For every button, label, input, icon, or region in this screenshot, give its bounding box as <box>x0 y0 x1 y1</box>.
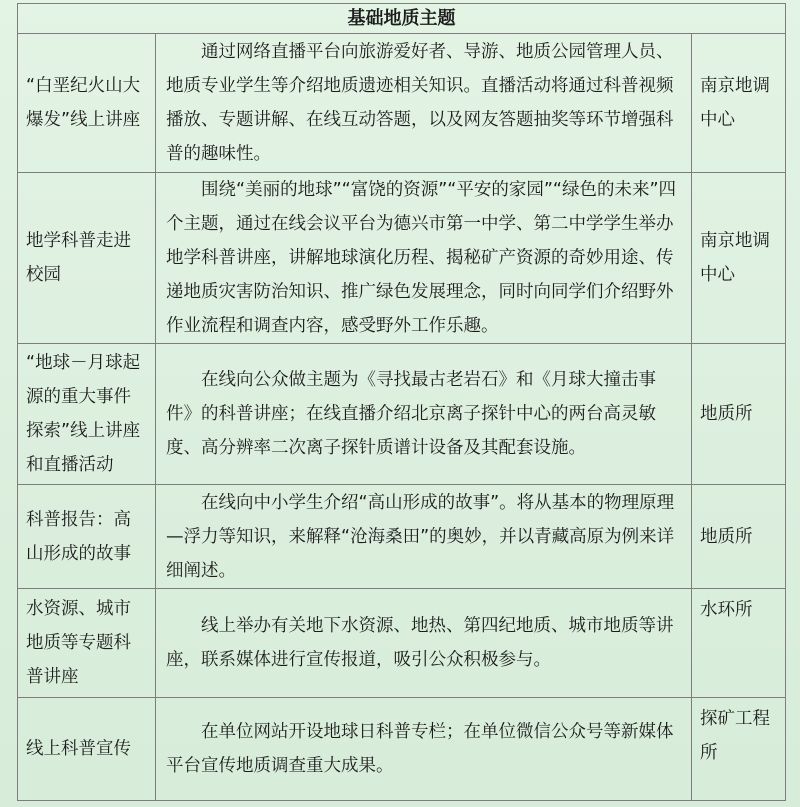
table-row <box>18 34 786 173</box>
activity-name: “地球－月球起源的重大事件探索”线上讲座和直播活动 <box>18 344 156 485</box>
activity-name: 科普报告：高山形成的故事 <box>18 485 156 589</box>
organizer: 探矿工程所 <box>692 698 786 801</box>
table-header-row <box>18 4 786 34</box>
organizer: 地质所 <box>692 485 786 589</box>
activity-name: 线上科普宣传 <box>18 698 156 801</box>
activity-name: 水资源、城市地质等专题科普讲座 <box>18 589 156 698</box>
table-row <box>18 344 786 485</box>
activity-description: 在线向中小学生介绍“高山形成的故事”。将从基本的物理原理—浮力等知识，来解释“沧海桑田”的奥妙，并以青藏高原为例来详细阐述。 <box>156 485 692 589</box>
table-row <box>18 485 786 589</box>
organizer: 南京地调中心 <box>692 34 786 173</box>
table-row <box>18 173 786 344</box>
activity-name: 地学科普走进校园 <box>18 173 156 344</box>
activity-description: 围绕“美丽的地球”“富饶的资源”“平安的家园”“绿色的未来”四个主题，通过在线会议平台为德兴市第一中学、第二中学学生举办地学科普讲座，讲解地球演化历程、揭秘矿产资源的奇妙用途、传递地质灾害防治知识、推广绿色发展理念，同时向同学们介绍野外作业流程和调查内容，感受野外工作乐趣。 <box>156 173 692 344</box>
table-row <box>18 698 786 801</box>
organizer: 地质所 <box>692 344 786 485</box>
activity-description: 通过网络直播平台向旅游爱好者、导游、地质公园管理人员、地质专业学生等介绍地质遗迹相关知识。直播活动将通过科普视频播放、专题讲解、在线互动答题，以及网友答题抽奖等环节增强科普的趣味性。 <box>156 34 692 173</box>
activity-description: 在单位网站开设地球日科普专栏；在单位微信公众号等新媒体平台宣传地质调查重大成果。 <box>156 698 692 801</box>
table-header: 基础地质主题 <box>18 4 786 34</box>
table-row <box>18 589 786 698</box>
activity-description: 在线向公众做主题为《寻找最古老岩石》和《月球大撞击事件》的科普讲座；在线直播介绍北京离子探针中心的两台高灵敏度、高分辨率二次离子探针质谱计设备及其配套设施。 <box>156 344 692 485</box>
organizer: 南京地调中心 <box>692 173 786 344</box>
activity-table <box>17 3 786 801</box>
activity-description: 线上举办有关地下水资源、地热、第四纪地质、城市地质等讲座，联系媒体进行宣传报道，吸引公众积极参与。 <box>156 589 692 698</box>
activity-name: “白垩纪火山大爆发”线上讲座 <box>18 34 156 173</box>
organizer: 水环所 <box>692 589 786 698</box>
